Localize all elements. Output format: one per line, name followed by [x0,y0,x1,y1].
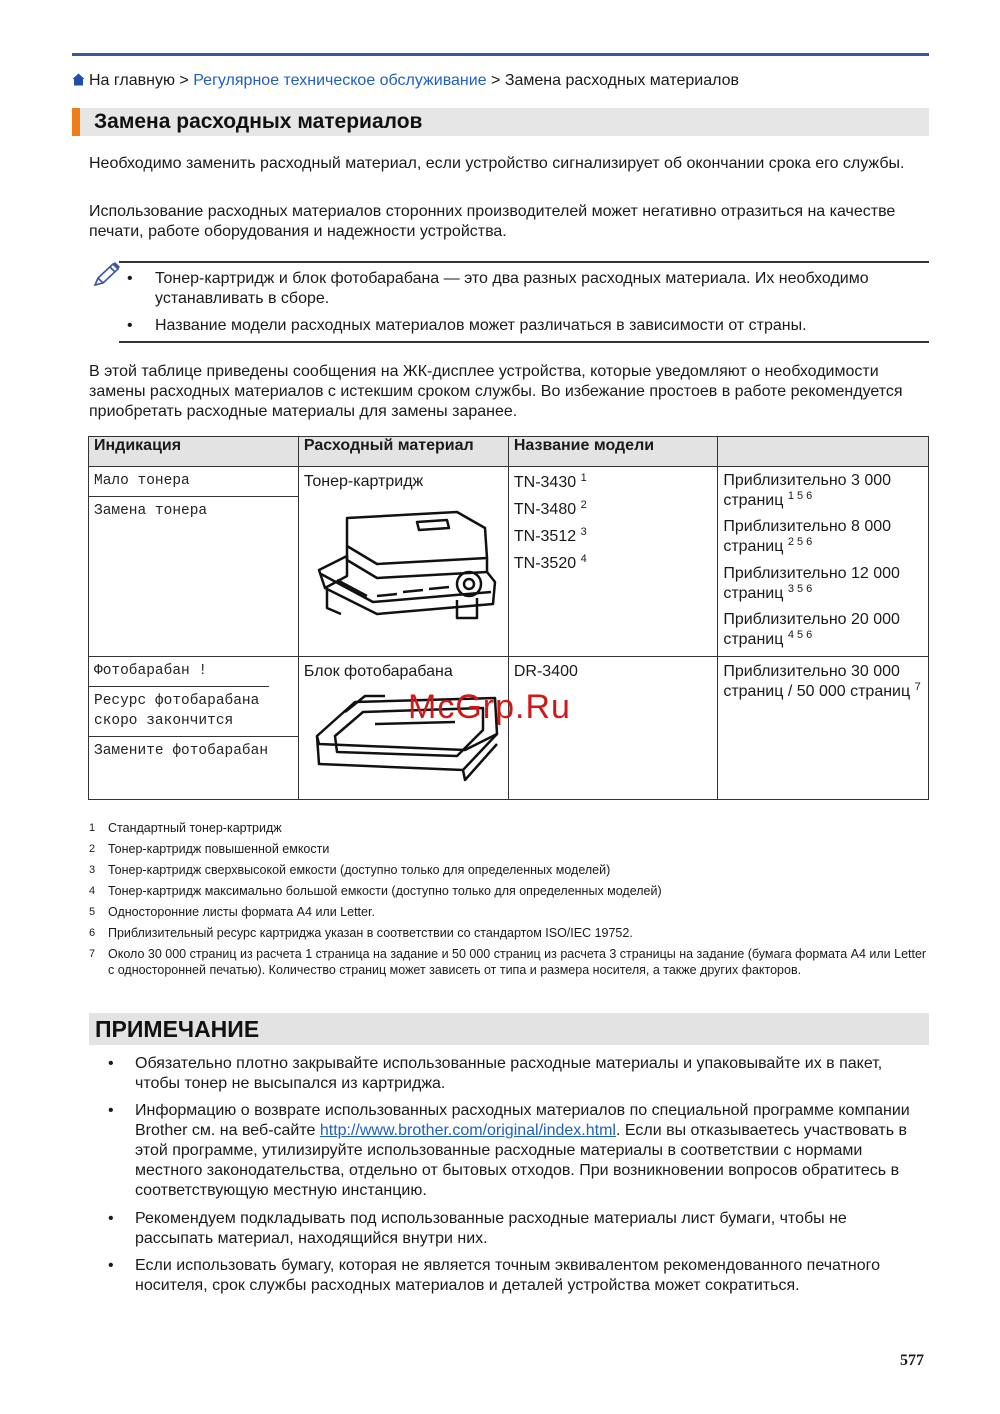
toner-cartridge-image [307,498,507,628]
header-model: Название модели [508,437,717,467]
lcd-message: Мало тонера [94,473,190,489]
page-number: 577 [900,1352,924,1369]
drum-model-cell [508,657,717,800]
lcd-message: Замените фотобарабан [89,736,298,765]
lcd-message: Замена тонера [89,496,298,525]
note-box-top-rule [119,261,929,263]
page-title: Замена расходных материалов [94,110,423,133]
lcd-message: Фотобарабан ! [94,663,208,679]
brother-recycling-link[interactable]: http://www.brother.com/original/index.html [319,1122,616,1139]
breadcrumb-separator: > [491,72,501,89]
table-header-row [89,437,929,467]
consumables-table [88,436,929,800]
toner-material-label: Тонер-картридж [303,473,424,490]
table-row-drum [89,657,929,800]
header-material: Расходный материал [298,437,508,467]
drum-material-cell [298,657,508,800]
pencil-note-icon [91,261,123,289]
watermark: McGrp.Ru [408,688,571,726]
yield-entry: Приблизительно 12 000 страниц $^{3 5 6}$ [723,565,900,602]
breadcrumb-current: Замена расходных материалов [504,72,740,89]
drum-lcd-cell [89,657,299,800]
model-name: TN-3512 $^3$ [513,526,587,545]
toner-lcd-cell [89,467,299,657]
intro-paragraph-1: Необходимо заменить расходный материал, если устройство сигнализирует об окончании срока его службы. [89,155,905,172]
yield-entry: Приблизительно 3 000 страниц $^{1 5 6}$ [723,472,892,509]
header-indication: Индикация [89,437,299,467]
model-name: TN-3520 $^4$ [513,553,587,572]
model-name: DR-3400 [513,663,578,680]
home-icon[interactable] [72,73,85,86]
toner-models-cell [508,467,717,657]
title-accent [72,108,80,136]
drum-material-label: Блок фотобарабана [303,663,453,680]
table-intro: В этой таблице приведены сообщения на ЖК-дисплее устройства, которые уведомляют о необходимости замены расходных материалов с истекшим сроком службы. Во избежание простоев в работе рекомендуется приобретать расходные материалы для замены заранее. [89,363,903,420]
breadcrumb [72,71,739,91]
lcd-message: Ресурс фотобарабана скоро закончится [89,686,269,736]
toner-yield-cell [718,467,929,657]
model-name: TN-3480 $^2$ [513,499,587,518]
table-row-toner [89,467,929,657]
yield-entry: Приблизительно 20 000 страниц $^{4 5 6}$ [723,611,900,648]
breadcrumb-separator: > [179,72,189,89]
drum-yield-cell [718,657,929,800]
breadcrumb-section-link[interactable]: Регулярное техническое обслуживание [193,72,487,89]
header-yield [718,437,929,467]
note-box: • Тонер-картридж и блок фотобарабана — это два разных расходных материала. Их необходимо устанавливать в сборе. • Название модели расходных материалов может различаться в зависимости от страны. [89,261,929,343]
yield-entry: Приблизительно 30 000 страниц / 50 000 страниц $^7$ [723,663,921,700]
top-rule [72,53,929,56]
breadcrumb-home-link[interactable]: На главную [89,72,175,89]
yield-entry: Приблизительно 8 000 страниц $^{2 5 6}$ [723,518,892,555]
note-heading: ПРИМЕЧАНИЕ [95,1016,260,1042]
page-title-bar [72,108,929,136]
model-name: TN-3430 $^1$ [513,472,587,491]
toner-material-cell [298,467,508,657]
intro-paragraph-2: Использование расходных материалов сторонних производителей может негативно отразиться на качестве печати, работе оборудования и надежности устройства. [89,203,896,240]
note-box-bottom-rule [119,341,929,343]
note-heading-bar [89,1013,929,1045]
